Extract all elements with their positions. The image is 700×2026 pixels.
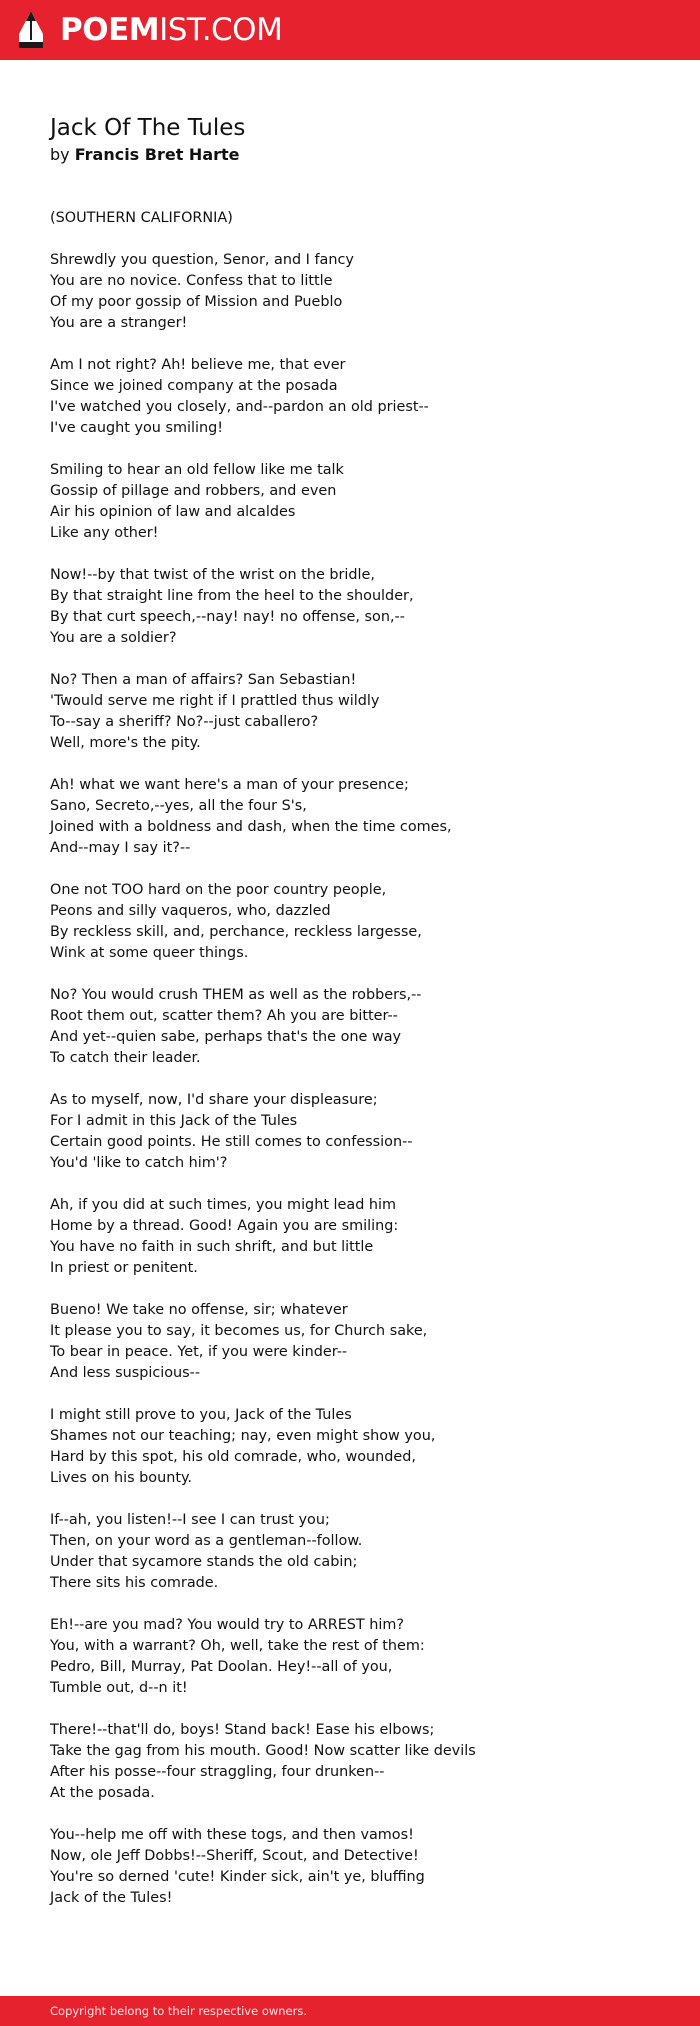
poem-stanza: [50, 1720, 670, 1804]
poem-stanza: [50, 1300, 670, 1384]
poem-body: [50, 208, 670, 1909]
poem-line: You'd 'like to catch him'?: [50, 1155, 228, 1171]
poem-line: Then, on your word as a gentleman--follow.: [50, 1533, 363, 1549]
poem-line: Shrewdly you question, Senor, and I fancy: [50, 252, 354, 268]
poem-line: You have no faith in such shrift, and but little: [50, 1239, 374, 1255]
poem-line: You are no novice. Confess that to little: [50, 273, 333, 289]
poem-stanza: [50, 670, 670, 754]
by-label: by: [50, 145, 70, 164]
author-link[interactable]: Francis Bret Harte: [74, 145, 240, 164]
poem-line: I've caught you smiling!: [50, 420, 224, 436]
poem-line: Sano, Secreto,--yes, all the four S's,: [50, 798, 307, 814]
poem-line: Shames not our teaching; nay, even might show you,: [50, 1428, 436, 1444]
poem-line: To catch their leader.: [50, 1050, 201, 1066]
poem-line: Under that sycamore stands the old cabin;: [50, 1554, 358, 1570]
brand-bold: POEM: [60, 12, 160, 48]
poem-line: Now, ole Jeff Dobbs!--Sheriff, Scout, and Detective!: [50, 1848, 419, 1864]
poem-stanza: [50, 460, 670, 544]
poem-line: Smiling to hear an old fellow like me talk: [50, 462, 344, 478]
poem-stanza: [50, 1405, 670, 1489]
byline: [50, 144, 670, 166]
poem-line: You, with a warrant? Oh, well, take the rest of them:: [50, 1638, 425, 1654]
poem-stanza: [50, 775, 670, 859]
poem-line: Pedro, Bill, Murray, Pat Doolan. Hey!--all of you,: [50, 1659, 393, 1675]
poem-stanza: [50, 985, 670, 1069]
poem-line: Like any other!: [50, 525, 159, 541]
poem-line: Home by a thread. Good! Again you are smiling:: [50, 1218, 399, 1234]
poem-line: You're so derned 'cute! Kinder sick, ain't ye, bluffing: [50, 1869, 425, 1885]
poem-line: Lives on his bounty.: [50, 1470, 193, 1486]
poem-line: Since we joined company at the posada: [50, 378, 338, 394]
poem-line: Peons and silly vaqueros, who, dazzled: [50, 903, 331, 919]
poem-line: No? Then a man of affairs? San Sebastian!: [50, 672, 357, 688]
poem-line: Jack of the Tules!: [50, 1890, 173, 1906]
poem-line: I've watched you closely, and--pardon an old priest--: [50, 399, 429, 415]
poem-line: Take the gag from his mouth. Good! Now scatter like devils: [50, 1743, 476, 1759]
poem-stanza: [50, 250, 670, 334]
site-header: [0, 0, 700, 60]
poem-line: Gossip of pillage and robbers, and even: [50, 483, 337, 499]
poem-stanza: [50, 208, 670, 229]
site-footer: [0, 1996, 700, 2026]
poem-line: One not TOO hard on the poor country people,: [50, 882, 387, 898]
poem-line: And yet--quien sabe, perhaps that's the one way: [50, 1029, 402, 1045]
poem-stanza: [50, 1090, 670, 1174]
poem-line: As to myself, now, I'd share your displeasure;: [50, 1092, 378, 1108]
poem-line: No? You would crush THEM as well as the robbers,--: [50, 987, 422, 1003]
poem-line: Am I not right? Ah! believe me, that ever: [50, 357, 346, 373]
poem-line: Certain good points. He still comes to confession--: [50, 1134, 413, 1150]
poem-line: For I admit in this Jack of the Tules: [50, 1113, 298, 1129]
poem-line: After his posse--four straggling, four drunken--: [50, 1764, 385, 1780]
poem-stanza: [50, 880, 670, 964]
poem-line: By reckless skill, and, perchance, reckless largesse,: [50, 924, 422, 940]
poem-stanza: [50, 1615, 670, 1699]
poem-line: I might still prove to you, Jack of the Tules: [50, 1407, 352, 1423]
poem-line: Bueno! We take no offense, sir; whatever: [50, 1302, 348, 1318]
poem-line: Joined with a boldness and dash, when the time comes,: [50, 819, 452, 835]
poem-line: Root them out, scatter them? Ah you are bitter--: [50, 1008, 398, 1024]
pencil-tip-icon: [18, 10, 44, 50]
poem-line: By that straight line from the heel to the shoulder,: [50, 588, 414, 604]
poem-line: And less suspicious--: [50, 1365, 201, 1381]
poem-line: By that curt speech,--nay! nay! no offense, son,--: [50, 609, 405, 625]
site-logo-link[interactable]: [18, 10, 282, 50]
poem-line: If--ah, you listen!--I see I can trust you;: [50, 1512, 330, 1528]
poem-stanza: [50, 355, 670, 439]
poem-line: Well, more's the pity.: [50, 735, 201, 751]
poem-line: At the posada.: [50, 1785, 155, 1801]
poem-container: [50, 114, 670, 1930]
poem-stanza: [50, 1510, 670, 1594]
copyright-text: Copyright belong to their respective owners.: [50, 2004, 308, 2018]
poem-line: Ah, if you did at such times, you might lead him: [50, 1197, 397, 1213]
poem-line: Hard by this spot, his old comrade, who, wounded,: [50, 1449, 416, 1465]
poem-line: There sits his comrade.: [50, 1575, 219, 1591]
poem-line: Now!--by that twist of the wrist on the bridle,: [50, 567, 375, 583]
poem-line: 'Twould serve me right if I prattled thus wildly: [50, 693, 380, 709]
poem-line: Eh!--are you mad? You would try to ARREST him?: [50, 1617, 405, 1633]
poem-line: There!--that'll do, boys! Stand back! Ease his elbows;: [50, 1722, 435, 1738]
poem-line: And--may I say it?--: [50, 840, 191, 856]
poem-line: You are a soldier?: [50, 630, 177, 646]
poem-line: Of my poor gossip of Mission and Pueblo: [50, 294, 343, 310]
poem-stanza: [50, 1195, 670, 1279]
poem-title: Jack Of The Tules: [50, 115, 246, 141]
poem-line: Ah! what we want here's a man of your presence;: [50, 777, 409, 793]
poem-line: In priest or penitent.: [50, 1260, 198, 1276]
brand-light: IST.COM: [159, 12, 283, 48]
poem-line: You are a stranger!: [50, 315, 188, 331]
poem-line: It please you to say, it becomes us, for Church sake,: [50, 1323, 428, 1339]
poem-line: To--say a sheriff? No?--just caballero?: [50, 714, 319, 730]
poem-line: Air his opinion of law and alcaldes: [50, 504, 296, 520]
poem-stanza: [50, 565, 670, 649]
poem-line: Wink at some queer things.: [50, 945, 249, 961]
poem-line: Tumble out, d--n it!: [50, 1680, 188, 1696]
poem-stanza: [50, 1825, 670, 1909]
poem-line: (SOUTHERN CALIFORNIA): [50, 210, 233, 226]
brand-name: [60, 10, 282, 50]
poem-line: To bear in peace. Yet, if you were kinder--: [50, 1344, 348, 1360]
poem-line: You--help me off with these togs, and then vamos!: [50, 1827, 414, 1843]
